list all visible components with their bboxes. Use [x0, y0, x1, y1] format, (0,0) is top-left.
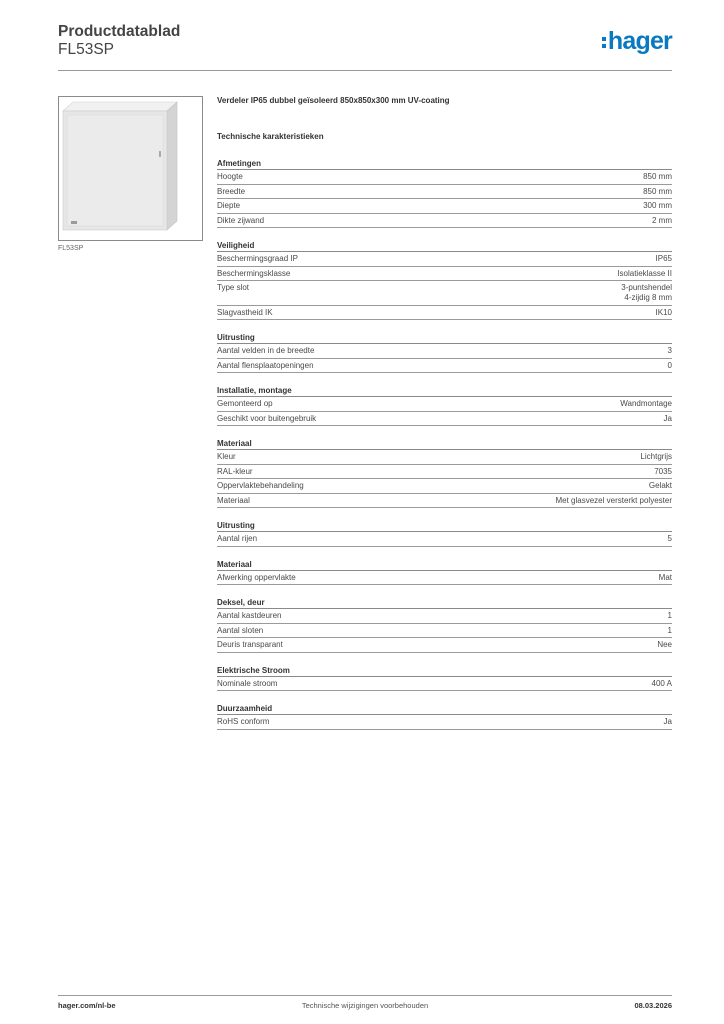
spec-group-title: Duurzaamheid	[217, 703, 672, 715]
spec-group-title: Elektrische Stroom	[217, 665, 672, 677]
spec-group-title: Uitrusting	[217, 520, 672, 532]
spec-value: 400 A	[651, 678, 672, 688]
spec-value: 5	[667, 534, 672, 543]
spec-value: 1	[667, 611, 672, 620]
spec-value: IK10	[655, 307, 672, 317]
spec-group	[217, 332, 672, 373]
spec-row	[217, 359, 672, 374]
spec-value: Lichtgrijs	[640, 452, 672, 461]
spec-label: RAL-kleur	[217, 466, 253, 476]
product-description: Verdeler IP65 dubbel geïsoleerd 850x850x300 mm UV-coating	[217, 96, 450, 105]
spec-row	[217, 170, 672, 185]
spec-row	[217, 571, 672, 586]
spec-label: Beschermingsgraad IP	[217, 254, 298, 263]
spec-row	[217, 397, 672, 412]
spec-group-title: Deksel, deur	[217, 597, 672, 609]
image-caption: FL53SP	[58, 245, 84, 252]
spec-label: Gemonteerd op	[217, 399, 273, 408]
spec-row	[217, 624, 672, 639]
spec-value: 2 mm	[652, 215, 672, 225]
spec-label: Diepte	[217, 201, 241, 210]
footer-website: hager.com/nl-be	[58, 1001, 116, 1010]
spec-row	[217, 494, 672, 509]
product-image	[58, 96, 203, 241]
spec-group	[217, 559, 672, 586]
spec-value: 1	[667, 625, 672, 635]
spec-row	[217, 638, 672, 653]
spec-value: 850 mm	[643, 172, 672, 181]
hager-logo	[602, 26, 672, 56]
spec-row	[217, 412, 672, 427]
spec-value: 3	[667, 346, 672, 355]
spec-label: Aantal kastdeuren	[217, 611, 282, 620]
spec-group-title: Materiaal	[217, 438, 672, 450]
page-footer	[58, 995, 672, 1016]
spec-groups	[217, 158, 672, 730]
spec-group	[217, 665, 672, 692]
spec-label: Oppervlaktebehandeling	[217, 481, 304, 490]
spec-value: Met glasvezel versterkt polyester	[555, 495, 672, 505]
spec-value: Wandmontage	[620, 399, 672, 408]
spec-label: Aantal velden in de breedte	[217, 346, 315, 355]
spec-row	[217, 281, 672, 306]
spec-value: 300 mm	[643, 201, 672, 210]
spec-value: 0	[667, 360, 672, 370]
spec-group	[217, 385, 672, 426]
spec-label: RoHS conform	[217, 717, 270, 726]
spec-label: Geschikt voor buitengebruik	[217, 413, 317, 423]
spec-row	[217, 344, 672, 359]
spec-label: Aantal flensplaatopeningen	[217, 360, 314, 370]
spec-group-title: Materiaal	[217, 559, 672, 571]
spec-label: Slagvastheid IK	[217, 307, 273, 317]
spec-value: IP65	[655, 254, 672, 263]
spec-row	[217, 306, 672, 321]
spec-group	[217, 158, 672, 228]
spec-label: Aantal rijen	[217, 534, 258, 543]
spec-row	[217, 465, 672, 480]
spec-group	[217, 240, 672, 320]
spec-row	[217, 252, 672, 267]
spec-row	[217, 479, 672, 494]
spec-group	[217, 703, 672, 730]
spec-value: 850 mm	[643, 186, 672, 196]
spec-group	[217, 438, 672, 508]
spec-label: Type slot	[217, 283, 250, 292]
spec-label: Aantal sloten	[217, 625, 264, 635]
footer-date: 08.03.2026	[634, 1001, 672, 1010]
spec-value: 7035	[654, 466, 672, 476]
spec-group-title: Installatie, montage	[217, 385, 672, 397]
spec-row	[217, 532, 672, 547]
spec-row	[217, 677, 672, 692]
spec-row	[217, 185, 672, 200]
spec-group-title: Veiligheid	[217, 240, 672, 252]
spec-group-title: Afmetingen	[217, 158, 672, 170]
document-title: Productdatablad	[58, 23, 181, 40]
spec-value: Ja	[663, 717, 672, 726]
spec-row	[217, 199, 672, 214]
spec-label: Deuris transparant	[217, 640, 283, 649]
spec-value: Ja	[663, 413, 672, 423]
spec-value: Gelakt	[648, 481, 672, 490]
page-header	[58, 20, 672, 71]
footer-note: Technische wijzigingen voorbehouden	[301, 1001, 429, 1010]
spec-label: Materiaal	[217, 495, 250, 505]
spec-value: Mat	[658, 572, 672, 582]
spec-value: Nee	[657, 640, 672, 649]
spec-label: Kleur	[217, 452, 236, 461]
product-code: FL53SP	[58, 41, 115, 58]
spec-row	[217, 450, 672, 465]
section-title: Technische karakteristieken	[217, 132, 324, 141]
spec-group-title: Uitrusting	[217, 332, 672, 344]
logo-colon-icon	[602, 37, 606, 48]
spec-group	[217, 597, 672, 653]
spec-row	[217, 214, 672, 229]
spec-row	[217, 609, 672, 624]
spec-label: Dikte zijwand	[217, 215, 265, 225]
spec-label: Beschermingsklasse	[217, 268, 291, 278]
spec-row	[217, 267, 672, 282]
spec-group	[217, 520, 672, 547]
spec-content	[217, 96, 672, 730]
logo-text: hager	[607, 27, 672, 55]
spec-label: Hoogte	[217, 172, 243, 181]
spec-label: Breedte	[217, 186, 246, 196]
spec-value: 3-puntshendel 4-zijdig 8 mm	[621, 283, 672, 302]
spec-value: Isolatieklasse II	[617, 268, 672, 278]
spec-row	[217, 715, 672, 730]
spec-label: Afwerking oppervlakte	[217, 572, 296, 582]
spec-label: Nominale stroom	[217, 678, 278, 688]
enclosure-image	[59, 97, 202, 240]
